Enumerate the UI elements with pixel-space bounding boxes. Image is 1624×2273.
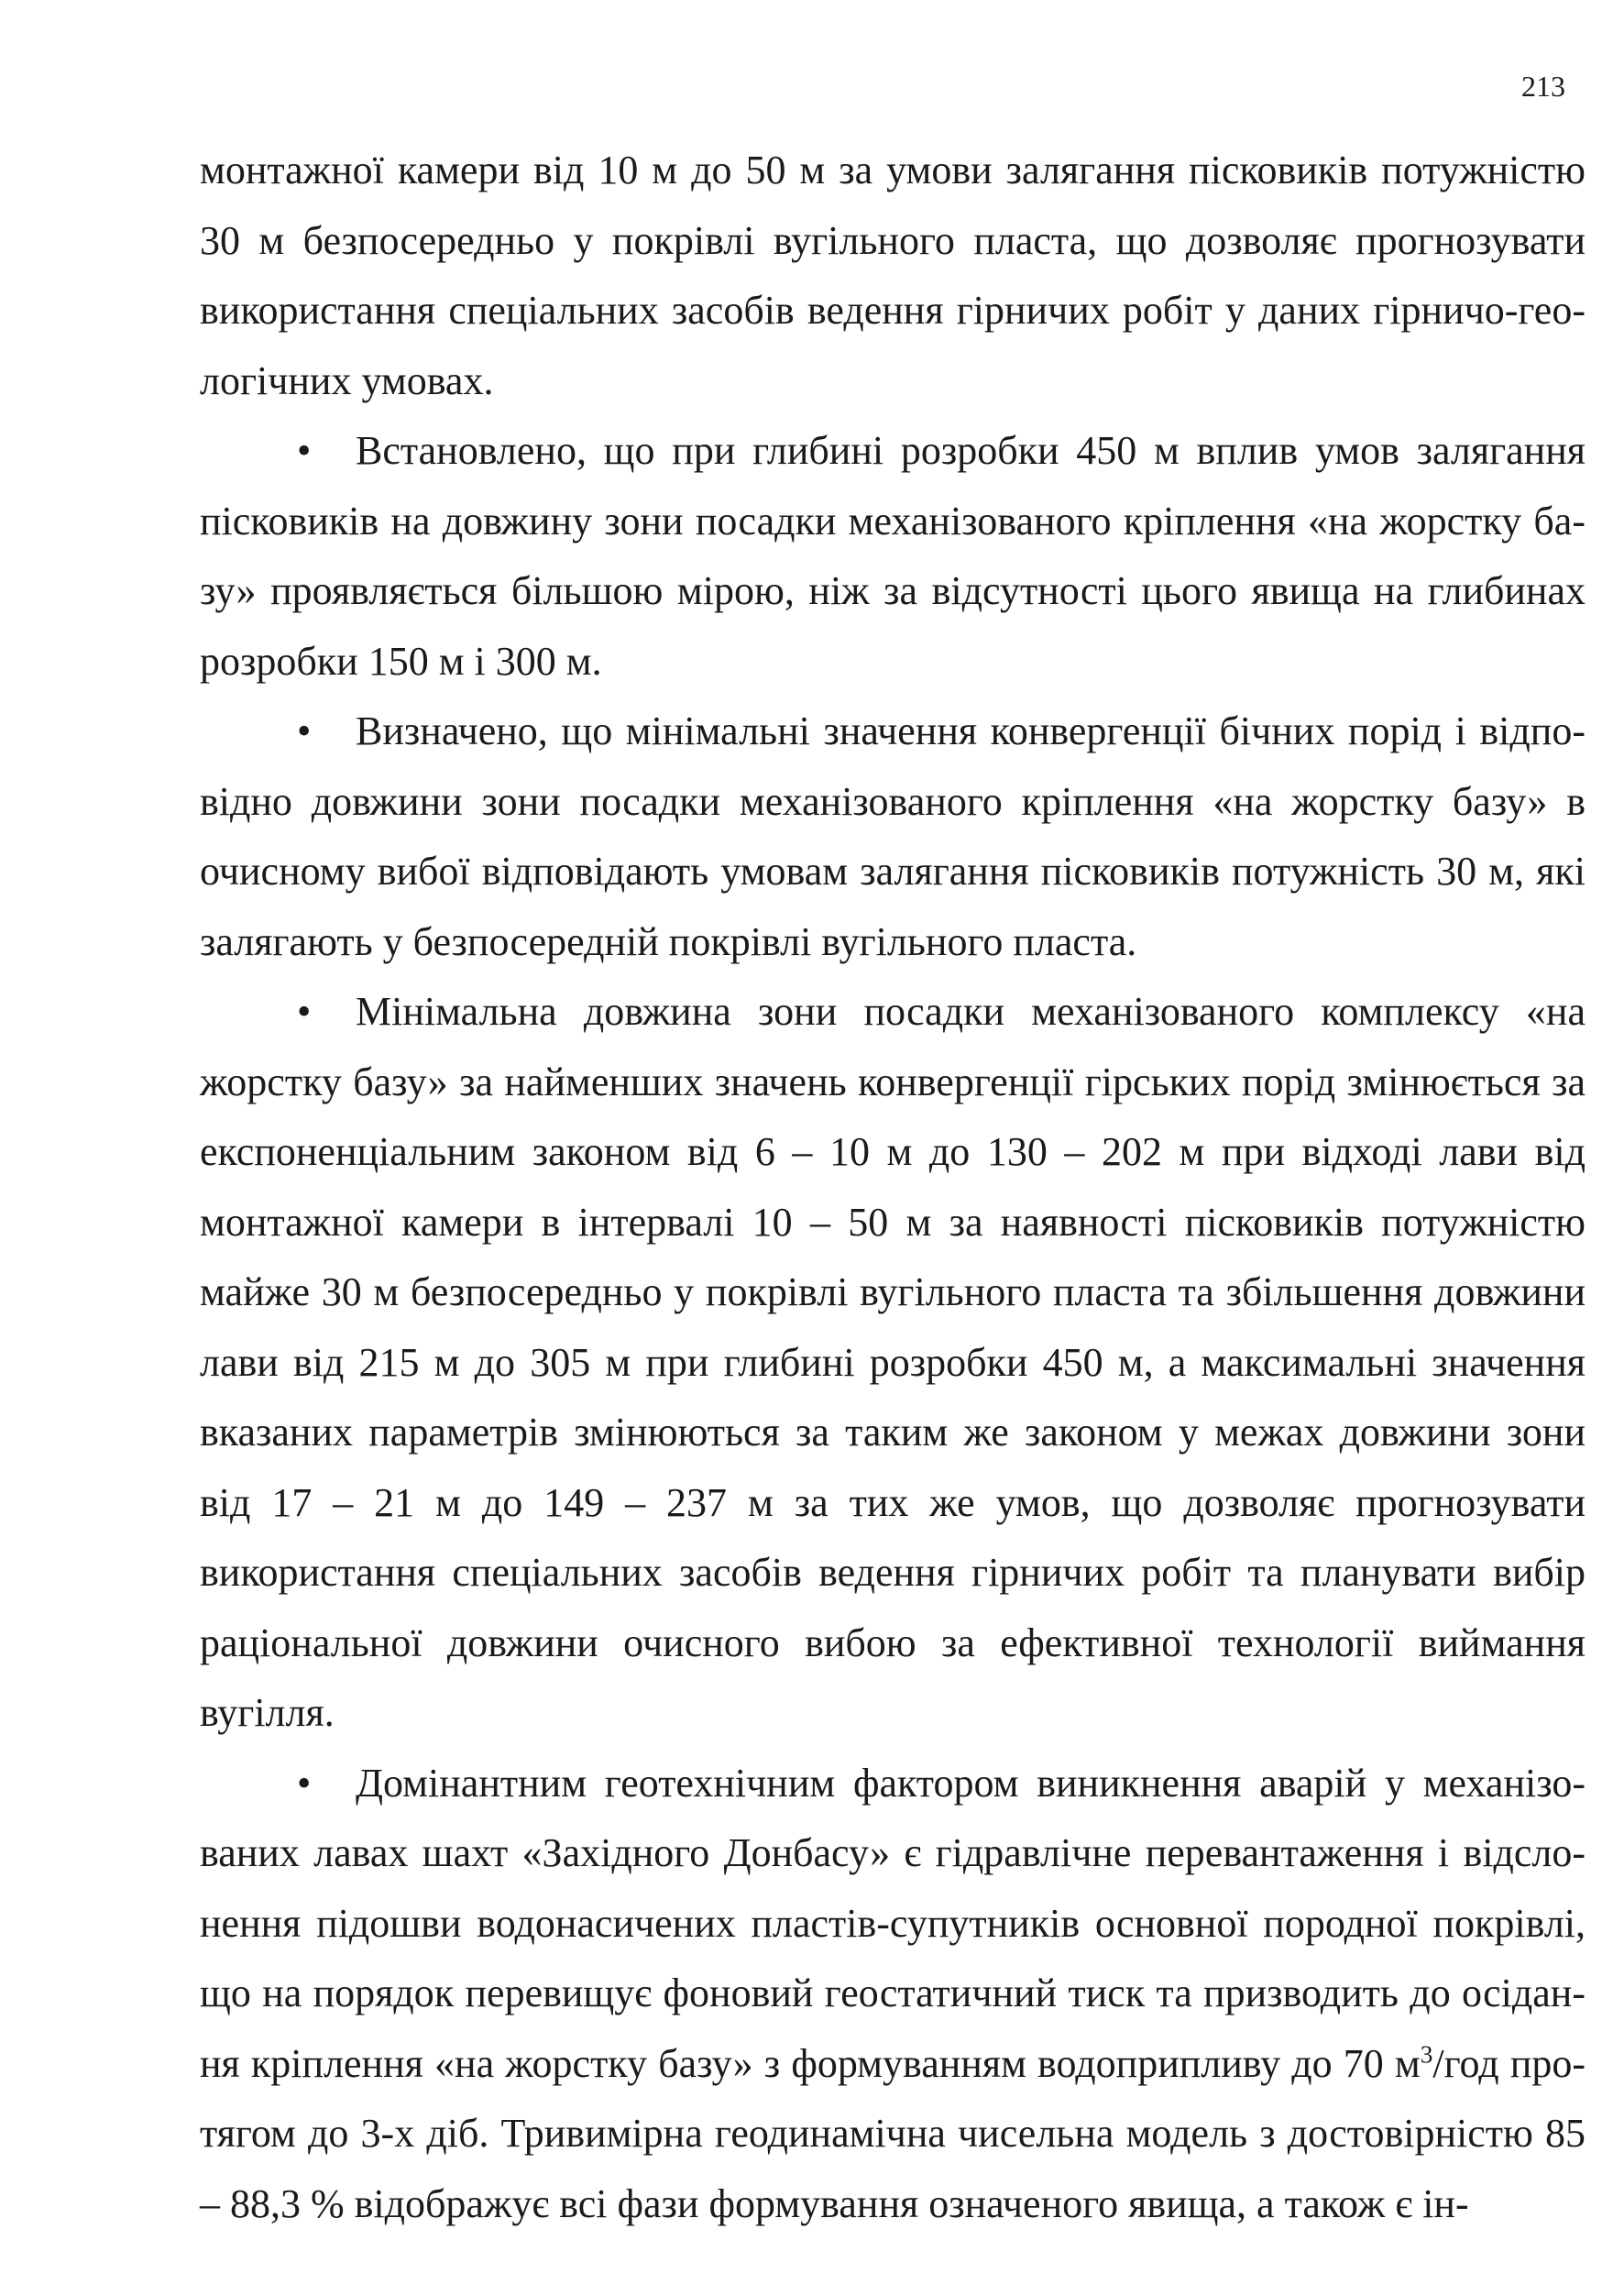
bullet-paragraph-2	[200, 697, 1586, 977]
bullet-paragraph-3	[200, 977, 1586, 1749]
continuation-paragraph: монтажної камери від 10 м до 50 м за умови залягання пісковиків потужністю 30 м безпосередньо у покрівлі вугільного пласта, що дозволяє прогнозувати використання спеціальних засобів ведення гірничих робіт у даних гірничо-геологічних умовах.	[200, 148, 1586, 403]
bullet-text: Мінімальна довжина зони посадки механізованого комплексу «на жорстку базу» за найменших значень конвергенції гірських порід змінюється за експоненціальним законом від 6 – 10 м до 130 – 202 м при відході лави від монтажної камери в інтервалі 10 – 50 м за наявності пісковиків потужністю майже 30 м безпосередньо у покрівлі вугільного пласта та збільшення довжини лави від 215 м до 305 м при глибині розробки 450 м, а максимальні значення вказаних параметрів змінюються за таким же законом у межах довжини зони від 17 – 21 м до 149 – 237 м за тих же умов, що дозволяє прогнозувати використання спеціальних засобів ведення гірничих робіт та планувати вибір раціональної довжини очисного вибою за ефективної технології виймання вугілля.	[200, 989, 1586, 1735]
superscript: 3	[1420, 2039, 1433, 2068]
bullet-text-part-1: Домінантним геотехнічним фактором виникнення аварій у механізованих лавах шахт «Західного Донбасу» є гідравлічне перевантаження і відслонення підошви водонасичених пластів-супутників основної породної покрівлі, що на порядок перевищує фоновий геостатичний тиск та призводить до осідання кріплення «на жорстку базу» з формуванням водоприпливу до 70 м	[200, 1760, 1586, 2086]
bullet-marker: •	[297, 989, 312, 1034]
bullet-marker: •	[297, 708, 312, 753]
bullet-marker: •	[297, 428, 312, 473]
bullet-text: Визначено, що мінімальні значення конвергенції бічних порід і відповідно довжини зони посадки механізованого кріплення «на жорстку базу» в очисному вибої відповідають умовам залягання пісковиків потужність 30 м, які залягають у безпосередній покрівлі вугільного пласта.	[200, 708, 1586, 964]
bullet-paragraph-1	[200, 416, 1586, 697]
bullet-text-part-2: /год протягом до 3-х діб. Тривимірна геодинамічна чисельна модель з достовірністю 85 – 88,3 % відображує всі фази формування означеного явища, а також є ін-	[200, 2040, 1586, 2226]
bullet-paragraph-4	[200, 1749, 1586, 2240]
page-number: 213	[1521, 70, 1565, 103]
document-body	[200, 136, 1586, 2239]
bullet-marker: •	[297, 1760, 312, 1806]
bullet-text: Встановлено, що при глибині розробки 450 м вплив умов залягання пісковиків на довжину зони посадки механізованого кріплення «на жорстку базу» проявляється більшою мірою, ніж за відсутності цього явища на глибинах розробки 150 м і 300 м.	[200, 428, 1586, 684]
